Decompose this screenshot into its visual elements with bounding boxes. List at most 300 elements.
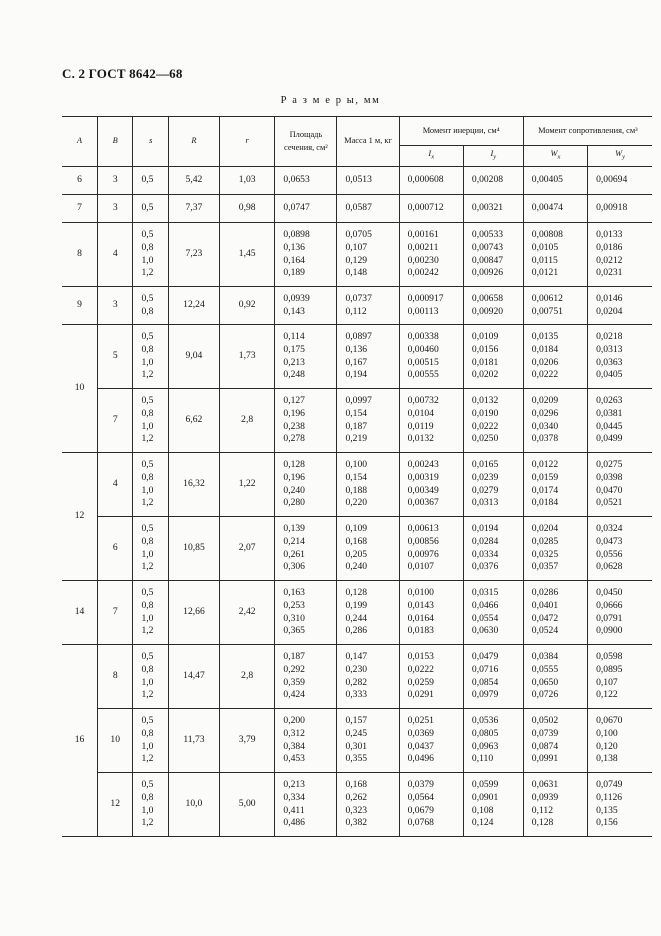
cell-mass-value: 0,112 bbox=[345, 305, 367, 317]
cell-mass-value: 0,0737 bbox=[345, 292, 372, 304]
table-row bbox=[62, 195, 652, 223]
cell-b bbox=[97, 453, 132, 517]
cell-s-value: 0,5 bbox=[141, 174, 154, 186]
cell-wx bbox=[523, 453, 587, 517]
cell-wx-value: 0,0121 bbox=[531, 267, 559, 279]
cell-wy-value: 0,1126 bbox=[596, 791, 623, 803]
cell-wx-value: 0,0285 bbox=[531, 535, 559, 547]
cell-wx-value: 0,0174 bbox=[531, 484, 559, 496]
cell-mass-value: 0,219 bbox=[345, 433, 368, 445]
cell-iy-value: 0,0854 bbox=[471, 676, 499, 688]
cell-iy-value: 0,0194 bbox=[471, 523, 499, 535]
cell-b bbox=[97, 581, 132, 645]
cell-wy-value: 0,0670 bbox=[596, 715, 623, 727]
cell-big-r bbox=[168, 645, 219, 709]
cell-big-r bbox=[168, 389, 219, 453]
cell-s-value: 1,2 bbox=[141, 267, 154, 279]
cell-small-r-value: 2,8 bbox=[241, 670, 254, 682]
cell-area-value: 0,253 bbox=[283, 599, 305, 611]
cell-s bbox=[133, 645, 168, 709]
cell-s-value: 0,5 bbox=[141, 651, 154, 663]
cell-s bbox=[133, 389, 168, 453]
cell-ix bbox=[399, 195, 463, 223]
cell-mass bbox=[337, 709, 399, 773]
cell-small-r bbox=[219, 325, 274, 389]
cell-big-r bbox=[168, 517, 219, 581]
cell-wx-value: 0,0105 bbox=[531, 241, 559, 253]
cell-s bbox=[133, 223, 168, 287]
cell-mass-value: 0,220 bbox=[345, 497, 368, 509]
cell-big-r-value: 7,23 bbox=[185, 248, 203, 260]
cell-small-r-value: 1,03 bbox=[238, 174, 256, 186]
cell-iy-value: 0,0963 bbox=[471, 740, 499, 752]
cell-small-r-value: 0,98 bbox=[238, 202, 256, 214]
cell-area-value: 0,240 bbox=[283, 484, 305, 496]
cell-area-value: 0,164 bbox=[283, 254, 305, 266]
cell-ix-value: 0,000712 bbox=[407, 202, 444, 214]
cell-wx-value: 0,112 bbox=[531, 804, 553, 816]
cell-big-r bbox=[168, 453, 219, 517]
cell-wy-value: 0,0313 bbox=[596, 343, 623, 355]
cell-wy bbox=[588, 325, 652, 389]
cell-wx-value: 0,0286 bbox=[531, 587, 559, 599]
cell-s-value: 1,2 bbox=[141, 625, 154, 637]
cell-iy bbox=[463, 709, 523, 773]
cell-wx-value: 0,0378 bbox=[531, 433, 559, 445]
cell-iy-value: 0,108 bbox=[471, 804, 494, 816]
cell-s-value: 1,0 bbox=[141, 420, 154, 432]
cell-area-value: 0,114 bbox=[283, 331, 305, 343]
cell-wy-value: 0,0900 bbox=[596, 625, 623, 637]
cell-small-r bbox=[219, 453, 274, 517]
cell-area bbox=[275, 709, 337, 773]
cell-wx-value: 0,0325 bbox=[531, 548, 559, 560]
cell-small-r bbox=[219, 223, 274, 287]
cell-small-r-value: 2,07 bbox=[238, 542, 256, 554]
table-body bbox=[62, 167, 652, 837]
cell-iy-value: 0,0181 bbox=[471, 356, 499, 368]
cell-s bbox=[133, 709, 168, 773]
cell-wy-value: 0,0218 bbox=[596, 331, 623, 343]
cell-mass-value: 0,107 bbox=[345, 241, 368, 253]
cell-wx bbox=[523, 773, 587, 837]
cell-area-value: 0,0898 bbox=[283, 229, 310, 241]
cell-s-value: 1,0 bbox=[141, 548, 154, 560]
cell-wx bbox=[523, 223, 587, 287]
cell-mass-value: 0,0897 bbox=[345, 331, 372, 343]
cell-area-value: 0,310 bbox=[283, 612, 305, 624]
cell-wy-value: 0,0450 bbox=[596, 587, 623, 599]
cell-small-r bbox=[219, 287, 274, 325]
cell-wy-value: 0,0791 bbox=[596, 612, 623, 624]
cell-wx-value: 0,0384 bbox=[531, 651, 559, 663]
cell-wy-value: 0,0473 bbox=[596, 535, 623, 547]
cell-s-value: 0,5 bbox=[141, 202, 154, 214]
cell-big-r-value: 10,85 bbox=[183, 542, 205, 554]
cell-area-value: 0,306 bbox=[283, 561, 305, 573]
cell-iy bbox=[463, 773, 523, 837]
cell-ix bbox=[399, 223, 463, 287]
cell-a bbox=[62, 581, 97, 645]
cell-wx-value: 0,128 bbox=[531, 817, 554, 829]
cell-wx-value: 0,0991 bbox=[531, 753, 559, 765]
col-header-mass: Масса 1 м, кг bbox=[337, 117, 399, 167]
cell-small-r bbox=[219, 389, 274, 453]
cell-mass bbox=[337, 645, 399, 709]
cell-b bbox=[97, 773, 132, 837]
cell-mass-value: 0,168 bbox=[345, 779, 368, 791]
cell-wx-value: 0,0502 bbox=[531, 715, 559, 727]
cell-s-value: 0,5 bbox=[141, 331, 154, 343]
cell-wx-value: 0,0122 bbox=[531, 459, 559, 471]
cell-mass bbox=[337, 167, 399, 195]
cell-b-value: 3 bbox=[112, 202, 118, 214]
cell-wy-value: 0,0556 bbox=[596, 548, 623, 560]
cell-area-value: 0,189 bbox=[283, 267, 305, 279]
cell-iy-value: 0,0466 bbox=[471, 599, 499, 611]
cell-wy-value: 0,00694 bbox=[596, 174, 628, 186]
cell-mass bbox=[337, 287, 399, 325]
cell-wx-value: 0,0939 bbox=[531, 791, 559, 803]
cell-iy-value: 0,0313 bbox=[471, 497, 499, 509]
cell-mass-value: 0,199 bbox=[345, 599, 368, 611]
cell-wy-value: 0,00918 bbox=[596, 202, 628, 214]
cell-area bbox=[275, 773, 337, 837]
cell-mass-value: 0,154 bbox=[345, 407, 368, 419]
cell-iy bbox=[463, 325, 523, 389]
cell-mass-value: 0,301 bbox=[345, 740, 368, 752]
cell-s bbox=[133, 325, 168, 389]
cell-s-value: 1,2 bbox=[141, 689, 154, 701]
cell-small-r-value: 1,73 bbox=[238, 350, 256, 362]
cell-wx-value: 0,0159 bbox=[531, 471, 559, 483]
cell-a-value: 9 bbox=[77, 299, 82, 311]
cell-s bbox=[133, 453, 168, 517]
cell-wx-value: 0,00474 bbox=[531, 202, 563, 214]
cell-area-value: 0,411 bbox=[283, 804, 305, 816]
cell-iy-value: 0,00658 bbox=[471, 292, 504, 304]
cell-wy-value: 0,0445 bbox=[596, 420, 623, 432]
cell-iy-value: 0,0250 bbox=[471, 433, 499, 445]
cell-wy-value: 0,0470 bbox=[596, 484, 623, 496]
cell-s-value: 0,8 bbox=[141, 599, 154, 611]
cell-big-r-value: 9,04 bbox=[185, 350, 203, 362]
cell-area bbox=[275, 645, 337, 709]
col-header-iy: $I_y$ bbox=[463, 146, 523, 167]
cell-wy-value: 0,0749 bbox=[596, 779, 623, 791]
cell-wx-value: 0,00751 bbox=[531, 305, 563, 317]
cell-ix-value: 0,0679 bbox=[407, 804, 434, 816]
cell-big-r-value: 7,37 bbox=[185, 202, 203, 214]
cell-wy-value: 0,0598 bbox=[596, 651, 623, 663]
cell-small-r-value: 1,45 bbox=[238, 248, 256, 260]
cell-mass-value: 0,230 bbox=[345, 663, 368, 675]
cell-area-value: 0,127 bbox=[283, 395, 305, 407]
cell-iy-value: 0,0599 bbox=[471, 779, 499, 791]
cell-area-value: 0,0747 bbox=[283, 202, 310, 214]
cell-big-r-value: 11,73 bbox=[183, 734, 205, 746]
cell-a-value: 16 bbox=[74, 734, 85, 746]
cell-s-value: 1,2 bbox=[141, 433, 154, 445]
cell-big-r bbox=[168, 773, 219, 837]
cell-iy-value: 0,0554 bbox=[471, 612, 499, 624]
cell-a bbox=[62, 325, 97, 453]
cell-area-value: 0,196 bbox=[283, 407, 305, 419]
cell-wy-value: 0,156 bbox=[596, 817, 618, 829]
cell-s-value: 1,0 bbox=[141, 612, 154, 624]
cell-wy bbox=[588, 167, 652, 195]
cell-area-value: 0,278 bbox=[283, 433, 305, 445]
cell-wy-value: 0,0212 bbox=[596, 254, 623, 266]
cell-b-value: 7 bbox=[112, 606, 118, 618]
cell-small-r bbox=[219, 167, 274, 195]
cell-ix bbox=[399, 389, 463, 453]
cell-wx bbox=[523, 517, 587, 581]
page-header: С. 2 ГОСТ 8642—68 bbox=[62, 66, 183, 81]
cell-ix bbox=[399, 773, 463, 837]
cell-iy-value: 0,0901 bbox=[471, 791, 499, 803]
cell-iy-value: 0,0132 bbox=[471, 395, 499, 407]
cell-big-r bbox=[168, 325, 219, 389]
cell-wx bbox=[523, 195, 587, 223]
cell-b bbox=[97, 325, 132, 389]
cell-ix-value: 0,0291 bbox=[407, 689, 434, 701]
cell-wx-value: 0,0222 bbox=[531, 369, 559, 381]
cell-mass-value: 0,382 bbox=[345, 817, 368, 829]
table-row bbox=[62, 517, 652, 581]
cell-wx-value: 0,0555 bbox=[531, 663, 559, 675]
cell-iy bbox=[463, 195, 523, 223]
cell-ix-value: 0,00367 bbox=[407, 497, 439, 509]
table-row bbox=[62, 223, 652, 287]
cell-area bbox=[275, 223, 337, 287]
cell-wx bbox=[523, 581, 587, 645]
cell-area-value: 0,139 bbox=[283, 523, 305, 535]
cell-small-r-value: 2,8 bbox=[241, 414, 254, 426]
cell-iy-value: 0,0279 bbox=[471, 484, 499, 496]
cell-ix-value: 0,0143 bbox=[407, 599, 434, 611]
cell-big-r bbox=[168, 195, 219, 223]
cell-s-value: 0,8 bbox=[141, 241, 154, 253]
cell-ix-value: 0,0100 bbox=[407, 587, 434, 599]
cell-a-value: 7 bbox=[77, 202, 82, 214]
cell-area bbox=[275, 325, 337, 389]
cell-area bbox=[275, 287, 337, 325]
cell-iy-value: 0,00533 bbox=[471, 229, 504, 241]
cell-area-value: 0,0653 bbox=[283, 174, 310, 186]
cell-ix-value: 0,0768 bbox=[407, 817, 434, 829]
table-row bbox=[62, 645, 652, 709]
cell-a bbox=[62, 167, 97, 195]
cell-wy-value: 0,0204 bbox=[596, 305, 623, 317]
cell-wx-value: 0,00612 bbox=[531, 292, 563, 304]
cell-area-value: 0,453 bbox=[283, 753, 305, 765]
cell-wx-value: 0,0184 bbox=[531, 497, 559, 509]
cell-iy-value: 0,00743 bbox=[471, 241, 504, 253]
cell-ix-value: 0,0183 bbox=[407, 625, 434, 637]
cell-iy bbox=[463, 645, 523, 709]
cell-s-value: 1,2 bbox=[141, 753, 154, 765]
cell-iy bbox=[463, 223, 523, 287]
cell-a-value: 12 bbox=[74, 510, 85, 522]
cell-iy bbox=[463, 287, 523, 325]
cell-a bbox=[62, 453, 97, 581]
cell-ix-value: 0,00976 bbox=[407, 548, 439, 560]
cell-iy-value: 0,0156 bbox=[471, 343, 499, 355]
cell-small-r bbox=[219, 773, 274, 837]
cell-small-r-value: 0,92 bbox=[238, 299, 256, 311]
cell-wx-value: 0,0184 bbox=[531, 343, 559, 355]
table-title: Р а з м е р ы, мм bbox=[280, 95, 381, 106]
col-header-area: Площадь сечения, см² bbox=[275, 117, 337, 167]
cell-a bbox=[62, 223, 97, 287]
cell-wy-value: 0,0405 bbox=[596, 369, 623, 381]
cell-area-value: 0,292 bbox=[283, 663, 305, 675]
cell-b bbox=[97, 645, 132, 709]
cell-wy-value: 0,0381 bbox=[596, 407, 623, 419]
cell-wy bbox=[588, 389, 652, 453]
cell-wx-value: 0,0726 bbox=[531, 689, 559, 701]
cell-wx-value: 0,0340 bbox=[531, 420, 559, 432]
cell-mass-value: 0,168 bbox=[345, 535, 368, 547]
cell-big-r bbox=[168, 223, 219, 287]
cell-b-value: 5 bbox=[112, 350, 118, 362]
cell-wy-value: 0,0363 bbox=[596, 356, 623, 368]
cell-area-value: 0,248 bbox=[283, 369, 305, 381]
cell-wy bbox=[588, 195, 652, 223]
cell-ix-value: 0,0496 bbox=[407, 753, 434, 765]
cell-ix bbox=[399, 287, 463, 325]
cell-a bbox=[62, 195, 97, 223]
cell-iy-value: 0,0202 bbox=[471, 369, 499, 381]
cell-wy bbox=[588, 645, 652, 709]
cell-area bbox=[275, 581, 337, 645]
cell-ix-value: 0,0132 bbox=[407, 433, 434, 445]
table-row bbox=[62, 773, 652, 837]
cell-wy-value: 0,0398 bbox=[596, 471, 623, 483]
cell-s bbox=[133, 581, 168, 645]
cell-iy-value: 0,0239 bbox=[471, 471, 499, 483]
cell-ix-value: 0,000917 bbox=[407, 292, 444, 304]
cell-iy-value: 0,00926 bbox=[471, 267, 504, 279]
cell-s-value: 0,5 bbox=[141, 395, 154, 407]
cell-b bbox=[97, 195, 132, 223]
cell-s bbox=[133, 167, 168, 195]
cell-ix-value: 0,0379 bbox=[407, 779, 434, 791]
cell-ix bbox=[399, 325, 463, 389]
cell-mass-value: 0,100 bbox=[345, 459, 368, 471]
cell-wy bbox=[588, 287, 652, 325]
cell-area-value: 0,200 bbox=[283, 715, 305, 727]
table-row bbox=[62, 709, 652, 773]
cell-ix-value: 0,0251 bbox=[407, 715, 434, 727]
cell-iy bbox=[463, 581, 523, 645]
cell-ix-value: 0,0164 bbox=[407, 612, 434, 624]
cell-wx-value: 0,0204 bbox=[531, 523, 559, 535]
cell-wx bbox=[523, 709, 587, 773]
cell-b-value: 4 bbox=[112, 478, 118, 490]
cell-s-value: 1,2 bbox=[141, 369, 154, 381]
cell-iy-value: 0,124 bbox=[471, 817, 494, 829]
cell-b bbox=[97, 517, 132, 581]
cell-wy-value: 0,0324 bbox=[596, 523, 623, 535]
cell-s-value: 1,2 bbox=[141, 497, 154, 509]
cell-mass-value: 0,167 bbox=[345, 356, 368, 368]
cell-area-value: 0,175 bbox=[283, 343, 305, 355]
cell-area-value: 0,196 bbox=[283, 471, 305, 483]
cell-s-value: 0,5 bbox=[141, 523, 154, 535]
cell-wy bbox=[588, 453, 652, 517]
cell-ix-value: 0,00349 bbox=[407, 484, 439, 496]
cell-area-value: 0,128 bbox=[283, 459, 305, 471]
cell-wy-value: 0,0263 bbox=[596, 395, 623, 407]
cell-area-value: 0,213 bbox=[283, 356, 305, 368]
cell-wx-value: 0,00808 bbox=[531, 229, 563, 241]
cell-wx-value: 0,0650 bbox=[531, 676, 559, 688]
cell-mass-value: 0,136 bbox=[345, 343, 368, 355]
cell-mass-value: 0,129 bbox=[345, 254, 368, 266]
cell-s-value: 0,8 bbox=[141, 663, 154, 675]
cell-ix-value: 0,00211 bbox=[407, 241, 439, 253]
cell-iy-value: 0,0805 bbox=[471, 727, 499, 739]
col-header-s: s bbox=[133, 117, 168, 167]
cell-ix bbox=[399, 453, 463, 517]
cell-area-value: 0,214 bbox=[283, 535, 305, 547]
cell-b-value: 4 bbox=[112, 248, 118, 260]
cell-mass-value: 0,188 bbox=[345, 484, 368, 496]
cell-b-value: 7 bbox=[112, 414, 118, 426]
cell-ix-value: 0,0119 bbox=[407, 420, 434, 432]
cell-wy-value: 0,0146 bbox=[596, 292, 623, 304]
cell-mass-value: 0,154 bbox=[345, 471, 368, 483]
cell-mass-value: 0,109 bbox=[345, 523, 368, 535]
cell-s-value: 1,0 bbox=[141, 804, 154, 816]
table-row bbox=[62, 581, 652, 645]
table-row bbox=[62, 325, 652, 389]
cell-iy-value: 0,0376 bbox=[471, 561, 499, 573]
cell-area bbox=[275, 453, 337, 517]
cell-iy-value: 0,0334 bbox=[471, 548, 499, 560]
cell-mass-value: 0,194 bbox=[345, 369, 368, 381]
cell-s-value: 0,5 bbox=[141, 587, 154, 599]
cell-ix-value: 0,0564 bbox=[407, 791, 434, 803]
cell-s-value: 1,0 bbox=[141, 676, 154, 688]
cell-ix-value: 0,00515 bbox=[407, 356, 439, 368]
cell-big-r-value: 14,47 bbox=[183, 670, 205, 682]
cell-b bbox=[97, 287, 132, 325]
cell-s bbox=[133, 195, 168, 223]
cell-small-r bbox=[219, 581, 274, 645]
cell-small-r-value: 3,79 bbox=[238, 734, 256, 746]
cell-small-r-value: 2,42 bbox=[238, 606, 256, 618]
cell-ix-value: 0,0369 bbox=[407, 727, 434, 739]
cell-wy-value: 0,100 bbox=[596, 727, 618, 739]
cell-area-value: 0,143 bbox=[283, 305, 305, 317]
cell-ix-value: 0,00230 bbox=[407, 254, 439, 266]
cell-mass bbox=[337, 453, 399, 517]
cell-s-value: 0,8 bbox=[141, 727, 154, 739]
cell-area-value: 0,136 bbox=[283, 241, 305, 253]
cell-a-value: 6 bbox=[77, 174, 82, 186]
cell-ix-value: 0,000608 bbox=[407, 174, 444, 186]
cell-iy-value: 0,0222 bbox=[471, 420, 499, 432]
cell-s-value: 0,5 bbox=[141, 715, 154, 727]
cell-iy-value: 0,0165 bbox=[471, 459, 499, 471]
cell-ix-value: 0,00338 bbox=[407, 331, 439, 343]
cell-a-value: 14 bbox=[74, 606, 85, 618]
cell-wy-value: 0,0275 bbox=[596, 459, 623, 471]
cell-iy bbox=[463, 453, 523, 517]
